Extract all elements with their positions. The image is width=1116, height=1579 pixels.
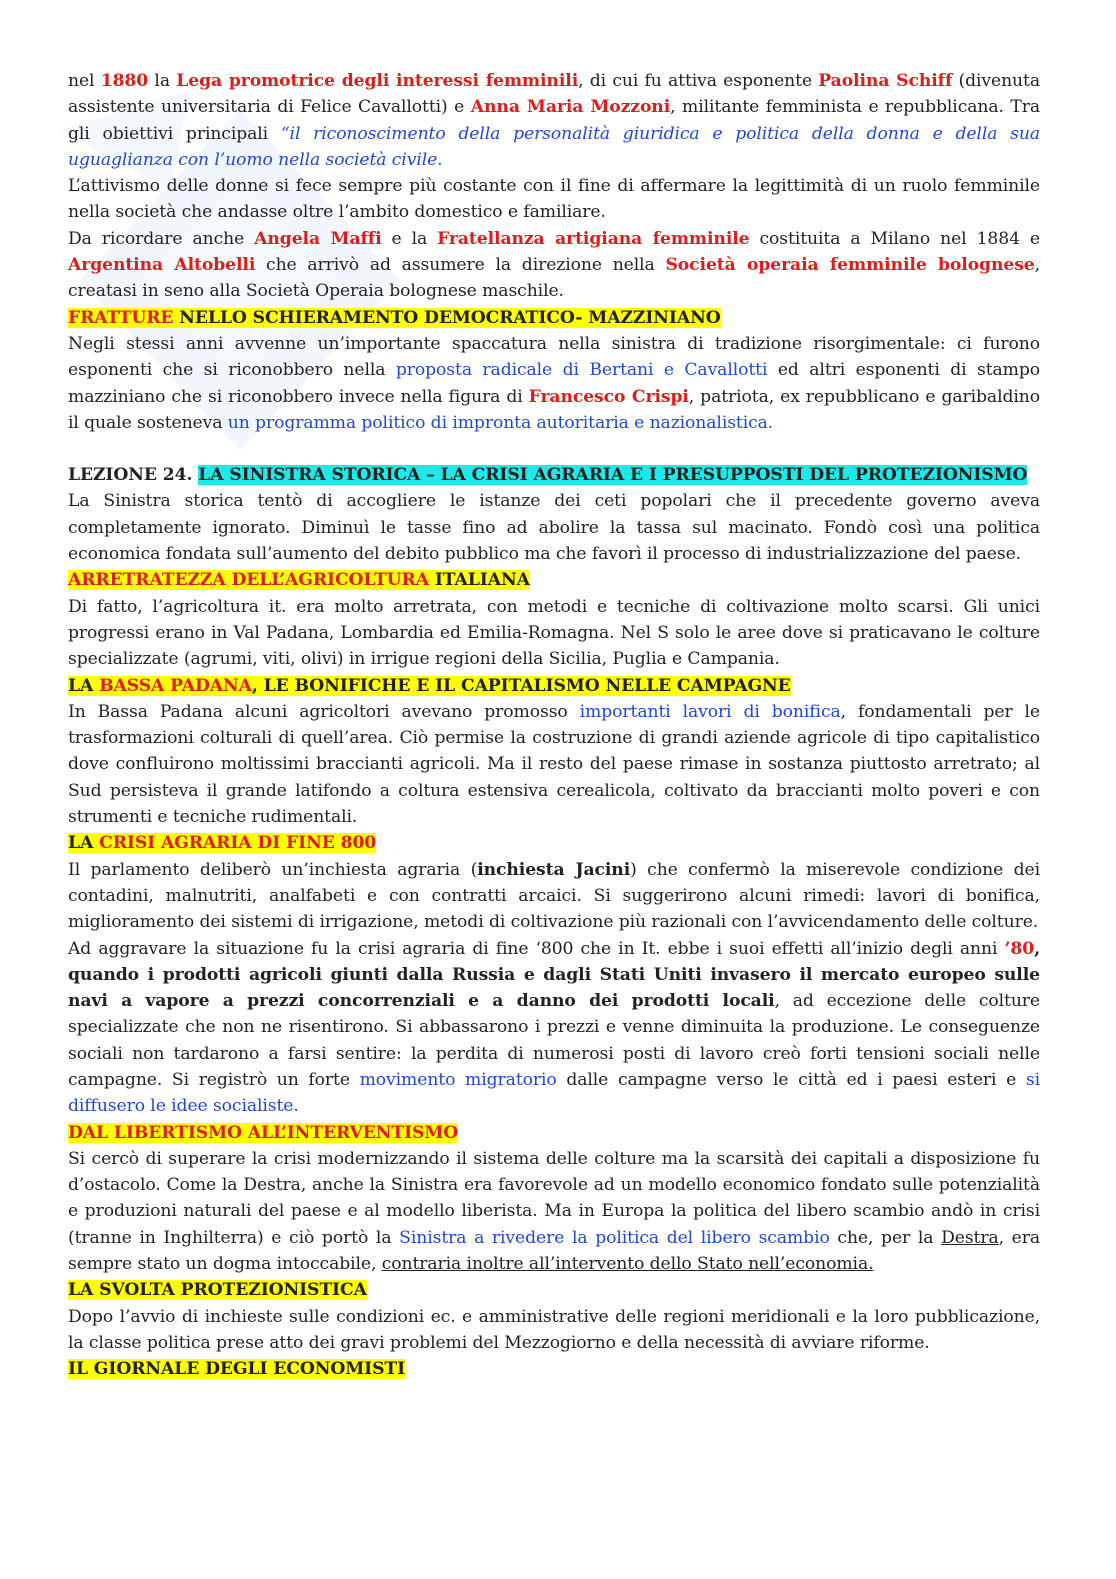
text-run: (divenuta assistente universitaria di Felice Cavallotti) e [68,71,1040,118]
heading-lezione-24 [68,462,1040,488]
text-run: Il parlamento deliberò un’inchiesta agraria ( [68,859,478,880]
name-paolina-schiff: Paolina Schiff [818,71,953,91]
text-run: DAL LIBERTISMO ALL’INTERVENTISMO [68,1122,459,1143]
societa-operaia-name: Società operaia femminile bolognese [665,255,1035,276]
text-run: si diffusero le idee socialiste. [68,1069,1041,1117]
text-run: Si cercò di superare la crisi modernizzando il sistema delle colture ma la scarsità dei capitali a disposizione fu d’ostacolo. Come la Destra, anche la Sinistra era favorevole ad un modello economico fondato sulle potenzialità e produzioni naturali del paese e al modello liberista. Ma in Europa la politica del libero scambio andò in crisi (tranne in Inghilterra) e ciò portò la [68,1148,1040,1248]
text-run: che, per la [829,1227,942,1248]
text-run: , fondamentali per le trasformazioni colturali di quell’area. Ciò permise la costruzione di grandi aziende agricole di tipo capitalistico dove confluirono moltissimi braccianti agricoli. Ma il resto del paese rimase in sostanza piuttosto arretrato; al Sud persisteva il grande latifondo a coltura estensiva cerealicola, coltivato da braccianti molto poveri e con strumenti e tecniche rudimentali. [68,701,1040,828]
text-run: dalle campagne verso le città ed i paesi esteri e [556,1069,1026,1090]
heading-bassa-padana [68,673,1040,699]
paragraph-crisi-fine-800 [68,936,1040,1120]
paragraph-lega-femminile [68,68,1040,173]
year-1880: 1880 [100,71,149,91]
text-run: ITALIANA [428,570,530,591]
heading-svolta [68,1277,1040,1303]
paragraph-sinistra-storica: La Sinistra storica tentò di accogliere le istanze dei ceti popolari che il precedente governo aveva completamente ignorato. Diminuì le tasse fino ad abolire la tassa sul macinato. Fondò così una politica economica fondata sull’aumento del debito pubblico ma che favorì il processo di industrializzazione del paese. [68,491,1040,565]
name-francesco-crispi: Francesco Crispi [528,386,689,407]
text-run: Sinistra a rivedere la politica del libero scambio [399,1227,830,1248]
lega-name: Lega promotrice degli interessi femminili [176,71,579,91]
text-run: che arrivò ad assumere la direzione nella [255,255,666,276]
fratellanza-name: Fratellanza artigiana femminile [437,228,750,249]
text-run: IL GIORNALE DEGLI ECONOMISTI [68,1359,406,1380]
text-run: In Bassa Padana alcuni agricoltori avevano promosso [68,701,580,722]
paragraph-bonifiche [68,699,1040,830]
text-run: FRATTURE [68,307,174,328]
paragraph-spaccatura [68,331,1040,436]
text-run: Da ricordare anche [68,228,255,249]
text-run: Ad aggravare la situazione fu la crisi agraria di fine ‘800 che in It. ebbe i suoi effetti all’inizio degli anni [68,938,1005,959]
text-run: , militante femminista e repubblicana. Tra gli obiettivi principali [68,97,1040,144]
paragraph-maffi-altobelli [68,226,1040,305]
text-run: , patriota, ex repubblicano e garibaldino il quale sosteneva [68,386,1040,433]
text-run: un programma politico di impronta autoritaria e nazionalistica. [227,412,774,433]
text-run: , quando i prodotti agricoli giunti dalla Russia e dagli Stati Uniti invasero il mercato europeo sulle navi a vapore a prezzi concorrenziali e a danno dei prodotti locali [68,938,1040,1012]
paragraph-attivismo: L’attivismo delle donne si fece sempre più costante con il fine di affermare la legittimità di un ruolo femminile nella società che andasse oltre l’ambito domestico e familiare. [68,176,1040,223]
quote-obiettivi: “il riconoscimento della personalità giuridica e politica della donna e della sua uguaglianza con l’uomo nella società civile. [68,123,1040,170]
text-run: costituita a Milano nel 1884 e [749,228,1040,249]
heading-crisi-agraria [68,830,1040,856]
text-run: ’80 [1004,938,1035,959]
spacer [68,436,1040,462]
heading-libertismo [68,1120,1040,1146]
text-run: LA [68,833,100,854]
heading-giornale [68,1356,1040,1382]
text-run: , creatasi in seno alla Società Operaia bolognese maschile. [68,255,1040,302]
text-run: nel [68,71,101,91]
text-run: proposta radicale di Bertani e Cavallotti [395,360,768,381]
text-run: LA [68,675,100,696]
text-run: contraria inoltre all’intervento dello Stato nell’economia. [381,1254,874,1275]
text-run: Destra [941,1227,999,1248]
text-run: ARRETRATEZZA DELL’AGRICOLTURA [68,570,429,591]
text-run: , LE BONIFICHE E IL CAPITALISMO NELLE CAMPAGNE [251,675,791,696]
text-run: Negli stessi anni avvenne un’importante spaccatura nella sinistra di tradizione risorgimentale: ci furono esponenti che si riconobbero nella [68,333,1040,381]
heading-fratture [68,305,1040,331]
name-angela-maffi: Angela Maffi [254,228,382,249]
text-run: BASSA PADANA [99,675,252,696]
text-run: , di cui fu attiva esponente [578,71,819,91]
text-run: LA SVOLTA PROTEZIONISTICA [68,1280,367,1301]
text-run: inchiesta Jacini [477,859,631,880]
paragraph-mezzogiorno: Dopo l’avvio di inchieste sulle condizioni ec. e amministrative delle regioni meridionali e la loro pubblicazione, la classe politica prese atto dei gravi problemi del Mezzogiorno e della necessità di avviare riforme. [68,1306,1040,1353]
text-run: NELLO SCHIERAMENTO DEMOCRATICO- MAZZINIANO [173,307,721,328]
text-run: ed altri esponenti di stampo mazziniano che si riconobbero invece nella figura di [68,360,1041,407]
text-run: movimento migratorio [359,1069,557,1090]
text-run: , era sempre stato un dogma intoccabile, [68,1227,1040,1275]
page-content [68,68,1040,1383]
paragraph-inchiesta-jacini [68,857,1040,936]
name-argentina-altobelli: Argentina Altobelli [68,255,256,276]
heading-arretratezza [68,567,1040,593]
text-run: , ad eccezione delle colture specializzate che non ne risentirono. Si abbassarono i prezzi e venne diminuita la produzione. Le conseguenze sociali non tardarono a farsi sentire: la perdita di numerosi posti di lavoro creò forti tensioni sociali nelle campagne. Si registrò un forte [68,991,1040,1090]
paragraph-libero-scambio [68,1146,1040,1277]
text-run: ) che confermò la miserevole condizione dei contadini, malnutriti, analfabeti e con contratti arcaici. Si suggerirono alcuni rimedi: lavori di bonifica, miglioramento dei sistemi di irrigazione, metodi di coltivazione più razionali con l’avvicendamento delle colture. [68,859,1040,933]
text-run: e la [381,228,438,249]
paragraph-agricoltura: Di fatto, l’agricoltura it. era molto arretrata, con metodi e tecniche di coltivazione molto scarsi. Gli unici progressi erano in Val Padana, Lombardia ed Emilia-Romagna. Nel S solo le aree dove si praticavano le colture specializzate (agrumi, viti, olivi) in irrigue regioni della Sicilia, Puglia e Campania. [68,596,1040,670]
text-run: LEZIONE 24. [68,465,199,486]
text-run: importanti lavori di bonifica [579,701,841,722]
text-run: CRISI AGRARIA DI FINE 800 [99,833,377,854]
lezione-title: LA SINISTRA STORICA – LA CRISI AGRARIA E I PRESUPPOSTI DEL PROTEZIONISMO [198,465,1028,486]
name-anna-maria-mozzoni: Anna Maria Mozzoni [470,97,671,118]
text-run: la [148,71,177,91]
